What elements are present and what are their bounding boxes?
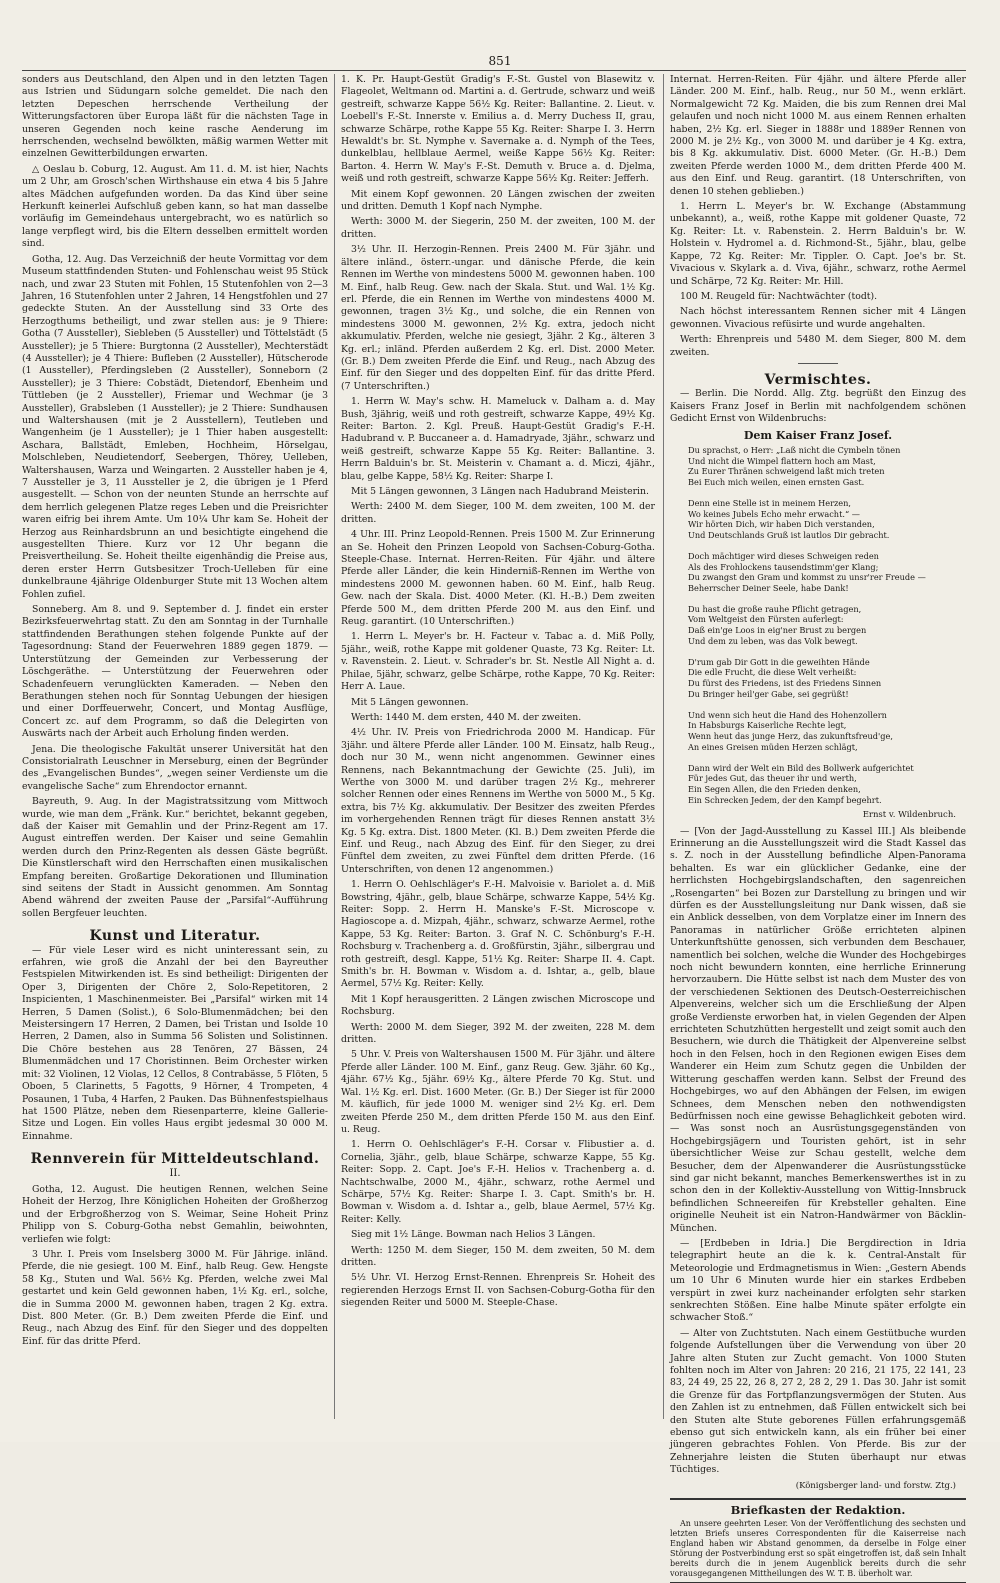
paragraph: Mit 1 Kopf herausgeritten. 2 Längen zwischen Microscope und Rochsburg. (341, 993, 655, 1018)
paragraph: Mit 5 Längen gewonnen. (351, 696, 469, 708)
column-divider (334, 74, 335, 1419)
paragraph: 1. Herrn O. Oehlschläger's F.-H. Corsar v. Flibustier a. d. Cornelia, 3jähr., gelb, blaue Schärpe, schwarze Kappe, 55 Kg. Reiter: Sopp. 2. Capt. Joe's F.-H. Helios v. Trachenberg a. d. Nachtschwalbe, 2000 M., 4jähr., schwarz, rothe Aermel und Schärpe, 57½ Kg. Reiter: Sharpe I. 3. Capt. Smith's br. H. Bowman v. Wisdom a. d. Ishtar a., gelb, blaue Aermel, 57½ Kg. Reiter: Kelly. (341, 1139, 655, 1225)
paragraph: Bayreuth, 9. Aug. In der Magistratssitzung vom Mittwoch wurde, wie man dem „Fränk. Kur.“ berichtet, bekannt gegeben, daß der Kaiser mit Gemahlin und der Prinz-Regent am 17. August eintreffen werden. Der Kaiser und seine Gemahlin werden durch den Prinz-Regenten als dessen Gäste begrüßt. Die Künstlerschaft wird den Herrschaften einen musikalischen Empfang bereiten. Großartige Dekorationen und Illumination sind seitens der Stadt in Aussicht genommen. Am Sonntag Abend während der zweiten Pause der „Parsifal“-Aufführung sollen Bergfeuer leuchten. (22, 796, 328, 919)
paragraph: Werth: 2000 M. dem Sieger, 392 M. der zweiten, 228 M. dem dritten. (341, 1021, 655, 1046)
paragraph: Mit 5 Längen gewonnen, 3 Längen nach Hadubrand Meisterin. (351, 486, 649, 497)
section-heading: Kunst und Literatur. (89, 928, 261, 945)
poem-line: Als des Frohlockens tausendstimm'ger Klang; (688, 561, 879, 572)
poem-line: Du Bringer heil'ger Gabe, sei gegrüßt! (688, 688, 849, 699)
poem (670, 445, 966, 805)
poem-line: Dann wird der Welt ein Bild des Bollwerk aufgerichtet (688, 762, 914, 773)
paragraph: sonders aus Deutschland, den Alpen und in den letzten Tagen aus Istrien und Südungarn solche gemeldet. Die nach den letzten Depeschen herrschende Vertheilung der Witterungsfactoren über Europa läßt für die nächsten Tage in unseren Gegenden noch keine rasche Aenderung im herrschenden, wechselnd bewölkten, mäßig warmen Wetter mit einzelnen Gewitterbildungen erwarten. (22, 74, 328, 160)
paragraph: 1. K. Pr. Haupt-Gestüt Gradig's F.-St. Gustel von Blasewitz v. Flageolet, Weltmann od. Martini a. d. Gertrude, schwarz und weiß gestreift, schwarze Kappe 56½ Kg. Reiter: Ballantine. 2. Lieut. v. Loebell's F.-St. Innerste v. Emilius a. d. Merry Duchess II, grau, schwarze Schärpe, rothe Kappe 55 Kg. Reiter: Sharpe I. 3. Herrn Hewaldt's br. St. Nymphe v. Savernake a. d. Nymph of the Tees, dunkelblau, hellblaue Aermel, weiße Kappe 56½ Kg. Reiter: Barton. 4. Herrn W. May's F.-St. Demuth v. Bruce a. d. Djelma, weiß und roth gestreift, schwarze Kappe 56½ Kg. Reiter: Jefferh. (341, 74, 655, 185)
poem-line: Du fürst des Friedens, ist des Friedens Sinnen (688, 678, 882, 689)
poem-line: Ein Segen Allen, die den Frieden denken, (688, 783, 861, 794)
poem-line: Bei Euch mich weilen, einen ernsten Gast. (688, 476, 865, 487)
paragraph: — Berlin. Die Nordd. Allg. Ztg. begrüßt den Einzug des Kaisers Franz Josef in Berlin mit nachfolgendem schönen Gedicht Ernst von Wildenbruchs: (670, 388, 966, 425)
paragraph: Sieg mit 1½ Länge. Bowman nach Helios 3 Längen. (351, 1229, 596, 1241)
paragraph: Werth: Ehrenpreis und 5480 M. dem Sieger, 800 M. dem zweiten. (670, 334, 966, 358)
paragraph: — [Erdbeben in Idria.] Die Bergdirection in Idria telegraphirt heute an die k. k. Central-Anstalt für Meteorologie und Erdmagnetismus in Wien: „Gestern Abends um 10 Uhr 6 Minuten wurde hier ein starkes Erdbeben verspürt in zwei kurz nacheinander erfolgten sehr starken senkrechten Stößen. Eine halbe Minute später erfolgte ein schwacher Stoß.“ (670, 1237, 966, 1324)
paragraph: Gotha, 12. Aug. Das Verzeichniß der heute Vormittag vor dem Museum stattfindenden Stuten- und Fohlenschau weist 95 Stück nach, und zwar 23 Stuten mit Fohlen, 15 Stutenfohlen von 2—3 Jahren, 16 Stutenfohlen unter 2 Jahren, 14 Hengstfohlen und 27 gedeckte Stuten. An der Ausstellung sind 33 Orte des Herzogthums betheiligt, und zwar stellen aus: je 9 Thiere: Gotha (7 Aussteller), Siebleben (5 Aussteller) und Töttelstädt (5 Aussteller); je 5 Thiere: Burgtonna (2 Aussteller), Mechterstädt (4 Aussteller); je 4 Thiere: Bufleben (2 Aussteller), Hütscherode (1 Aussteller), Pferdingsleben (2 Aussteller), Sonneborn (2 Aussteller); je 3 Thiere: Cobstädt, Dietendorf, Ebenheim und Tüttleben (je 2 Aussteller), Friemar und Wechmar (je 3 Aussteller), Grabsleben (1 Aussteller); je 2 Thiere: Sundhausen und Waltershausen (mit je 2 Ausstellern), Teutleben und Wangenheim (je 1 Aussteller); je 1 Thier haben ausgestellt: Aschara, Ballstädt, Emleben, Hochheim, Hörselgau, Molschleben, Neudietendorf, Seebergen, Thörey, Uelleben, Waltershausen, Warza und Weingarten. 2 Aussteller haben je 4, 7 Aussteller je 3, 11 Aussteller je 2, die übrigen je 1 Pferd ausgestellt. — Schon von der neunten Stunde an herrschte auf dem herrlich gelegenen Platze reges Leben und die Preisrichter waren eifrig bei ihrem Amte. Um 10¼ Uhr kam Se. Hoheit der Herzog aus Reinhardsbrunn an und besichtigte eingehend die ausgestellten Thiere. Kurz vor 12 Uhr begann die Preisvertheilung. Se. Hoheit theilte eigenhändig die Preise aus, deren erster Herrn Gutsbesitzer Troch-Uelleben für eine dunkelbraune 4jährige Oldenburger Stute mit 13 Wochen altem Fohlen zufiel. (22, 253, 328, 600)
section-subheading: II. (169, 1167, 181, 1179)
section-heading: Rennverein für Mitteldeutschland. (30, 1151, 320, 1168)
poem-line: Doch mächtiger wird dieses Schweigen reden (688, 550, 879, 561)
poem-line: Wir hörten Dich, wir haben Dich verstanden, (688, 519, 875, 530)
poem-line: Vom Weltgeist den Fürsten auferlegt: (688, 614, 844, 625)
poem-line: Du zwangst den Gram und kommst zu unsr'rer Freude — (688, 572, 926, 583)
column-divider (663, 74, 664, 1419)
paragraph: Werth: 1440 M. dem ersten, 440 M. der zweiten. (351, 711, 582, 723)
paragraph: Internat. Herren-Reiten. Für 4jähr. und ältere Pferde aller Länder. 200 M. Einf., halb. Reug., nur 50 M., wenn erklärt. Normalgewicht 72 Kg. Maiden, die bis zum Rennen drei Mal gelaufen und noch nicht 1000 M. aus einem Rennen erhalten haben, 2½ Kg. erl. Sieger in 1888r und 1889er Rennen von 2000 M. je 2½ Kg., von 3000 M. und darüber je 4 Kg. extra, bis 8 Kg. akkumulativ. Dist. 6000 Meter. (Gr. H.-B.) Dem zweiten Pferde werden 1000 M., dem dritten Pferde 400 M. aus den Einf. und Reug. garantirt. (18 Unterschriften, von denen 10 stehen geblieben.) (670, 74, 966, 197)
poem-line (688, 540, 966, 551)
mailbox-section (670, 1498, 966, 1582)
paragraph: Werth: 2400 M. dem Sieger, 100 M. dem zweiten, 100 M. der dritten. (341, 501, 655, 525)
poem-line: Und dem zu leben, was das Volk bewegt. (688, 635, 858, 646)
paragraph: △ Oeslau b. Coburg, 12. August. Am 11. d. M. ist hier, Nachts um 2 Uhr, am Grosch'schen Wirthshause ein etwa 4 bis 5 Jahre altes Mädchen aufgefunden worden. Da das Kind über seine Herkunft keinerlei Aufschluß geben kann, so hat man dasselbe vorläufig im Gemeindehaus untergebracht, wo es natürlich so lange verpflegt wird, bis die Eltern desselben ermittelt worden sind. (22, 163, 328, 250)
paragraph: Nach höchst interessantem Rennen sicher mit 4 Längen gewonnen. Vivacious refüsirte und wurde angehalten. (670, 306, 966, 330)
poem-line: D'rum gab Dir Gott in die geweihten Hände (688, 656, 870, 667)
paragraph: Werth: 1250 M. dem Sieger, 150 M. dem zweiten, 50 M. dem dritten. (341, 1244, 655, 1268)
poem-line (688, 646, 966, 657)
poem-line (688, 699, 966, 710)
poem-line: Für jedes Gut, das theuer ihr und werth, (688, 773, 857, 784)
poem-line (688, 487, 966, 498)
page-number: 851 (488, 54, 512, 68)
poem-title: Dem Kaiser Franz Josef. (743, 428, 893, 442)
column-2 (341, 74, 655, 1422)
poem-line: Denn eine Stelle ist in meinem Herzen, (688, 497, 852, 508)
paragraph: 100 M. Reugeld für: Nachtwächter (todt). (680, 290, 878, 302)
poem-line (688, 752, 966, 763)
poem-line: Und wenn sich heut die Hand des Hohenzollern (688, 709, 887, 720)
mailbox-title: Briefkasten der Redaktion. (730, 1503, 906, 1518)
section-heading: Vermischtes. (764, 371, 872, 388)
poem-line: Und nicht die Wimpel flattern hoch am Mast, (688, 455, 876, 466)
paragraph: 1. Herrn W. May's schw. H. Mameluck v. Dalham a. d. May Bush, 3jährig, weiß und roth gestreift, schwarze Kappe, 49½ Kg. Reiter: Barton. 2. Kgl. Preuß. Haupt-Gestüt Gradig's F.-H. Hadubrand v. P. Buccaneer a. d. Hamadryade, 3jähr., schwarz und weiß gestreift, schwarze Kappe 55 Kg. Reiter: Ballantine. 3. Herrn Balduin's br. St. Meisterin v. Chamant a. d. Miczi, 4jähr., blau, gelbe Kappe, 58½ Kg. Reiter: Sharpe I. (341, 396, 655, 482)
paragraph: — Für viele Leser wird es nicht uninteressant sein, zu erfahren, wie groß die Anzahl der bei den Bayreuther Festspielen Mitwirkenden ist. Es sind betheiligt: Dirigenten der Oper 3, Dirigenten der Chöre 2, Solo-Repetitoren, 2 Inspicienten, 1 Maschinenmeister. Bei „Parsifal“ wirken mit 14 Herren, 5 Damen (Solist.), 6 Solo-Blumenmädchen; bei den Meistersingern 17 Herren, 2 Damen, bei Tristan und Isolde 10 Herren, 2 Damen, also in Summa 56 Solisten und Solistinnen. Die Chöre bestehen aus 28 Tenören, 27 Bässen, 24 Blumenmädchen und 17 Choristinnen. Beim Orchester wirken mit: 32 Violinen, 12 Violas, 12 Cellos, 8 Contrabässe, 5 Flöten, 5 Oboen, 5 Clarinetts, 5 Fagotts, 9 Hörner, 4 Trompeten, 4 Posaunen, 1 Tuba, 4 Harfen, 2 Pauken. Das Bühnenfestspielhaus hat 1500 Plätze, neben dem Riesenparterre, kleine Gallerie-Sitze und Logen. Ein volles Haus ergibt jedesmal 30 000 M. Einnahme. (22, 944, 328, 1142)
divider (798, 363, 838, 364)
paragraph: Jena. Die theologische Fakultät unserer Universität hat den Consistorialrath Leuschner in Merseburg, einen der Begründer des „Evangelischen Bundes“, „wegen seiner Verdienste um die evangelische Sache“ zum Ehrendoctor ernannt. (22, 743, 328, 792)
poem-line: Du hast die große rauhe Pflicht getragen, (688, 603, 862, 614)
header-rule (22, 70, 966, 71)
column-3 (670, 74, 966, 1578)
paragraph: 3½ Uhr. II. Herzogin-Rennen. Preis 2400 M. Für 3jähr. und ältere inländ., österr.-ungar. und dänische Pferde, die kein Rennen im Werthe von mindestens 5000 M. gewonnen haben. 100 M. Einf., halb Reug. Gew. nach der Skala. Stut. und Wal. 1½ Kg. erl. Pferde, die ein Rennen im Werthe von mindestens 4000 M. gewonnen, tragen 3½ Kg., und solche, die ein Rennen von mindestens 3000 M. gewonnen, 2½ Kg. extra, jedoch nicht akkumulativ. Pferden, welche nie gesiegt, 3jähr. 2 Kg., älteren 3 Kg. erl.; inländ. Pferden außerdem 2 Kg. erl. Dist. 2000 Meter. (Gr. B.) Dem zweiten Pferde die Einf. und Reug., nach Abzug des Einf. für den Sieger und des doppelten Einf. für das dritte Pferd. (7 Unterschriften.) (341, 244, 655, 392)
paragraph: — [Von der Jagd-Ausstellung zu Kassel III.] Als bleibende Erinnerung an die Ausstellungszeit wird die Stadt Kassel das s. Z. noch in der Ausstellung befindliche Alpen-Panorama behalten. Es war ein glücklicher Gedanke, eine der herrlichsten Hochgebirgslandschaften, den sagenreichen „Rosengarten“ bei Bozen zur Darstellung zu bringen und wir dürfen es der Ausstellungsleitung nur Dank wissen, daß sie ein Anblick desselben, von dem Vorplatze einer im Innern des Panoramas in natürlicher Größe errichteten alpinen Unterkunftshütte genossen, sich verbunden dem Beschauer, namentlich bei solchen, welche die Wunder des Hochgebirges noch nicht bewundern konnten, eine herrliche Erinnerung hervorzaubern. Die Hütte selbst ist nach dem Muster des von der verschiedenen Sektionen des Deutsch-Oesterreichischen Alpenvereins, welcher sich um die Erschließung der Alpen große Verdienste erworben hat, in vielen Gegenden der Alpen errichteten Schutzhütten hergestellt und zeigt somit auch den Besuchern, wie durch die Thätigkeit der Alpenvereine selbst hoch in den Felsen, hoch in den Regionen ewigen Eises dem Wanderer ein Heim zum Schutz gegen die Unbilden der Witterung geschaffen werden kann. Selbst der Freund des Hochgebirges, wo auf den Abhängen der Felsen, im ewigen Schnees, dem Menschen neben den nothwendigsten Bedürfnissen noch eine gewisse Behaglichkeit geboten wird. — Was sonst noch an Ausrüstungsgegenständen von Hochgebirgsjägern und Touristen gehört, ist in sehr übersichtlicher Weise zur Schau gestellt, welche dem Besucher, dem der Alpenwanderer die Ausrüstungsstücke sind gar nicht bekannt, manches Bemerkenswerthes ist in zu schon den in der Kollektiv-Ausstellung von Wittig-Innsbruck befindlichen Schneereifen für Krebsteller gehalten. Eine originelle Neuheit ist ein Natron-Handwärmer von Bäcklin-München. (670, 825, 966, 1234)
poem-line: Daß ein'ge Loos in eig'ner Brust zu bergen (688, 625, 867, 636)
poem-line: Zu Eurer Thränen schweigend laßt mich treten (688, 466, 885, 477)
paragraph: 5½ Uhr. VI. Herzog Ernst-Rennen. Ehrenpreis Sr. Hoheit des regierenden Herzogs Ernst II. von Sachsen-Coburg-Gotha für den siegenden Reiter und 5000 M. Steeple-Chase. (341, 1272, 655, 1309)
poem-line: Wenn heut das junge Herz, das zukunftsfreud'ge, (688, 731, 893, 741)
paragraph: 1. Herrn L. Meyer's br. W. Exchange (Abstammung unbekannt), a., weiß, rothe Kappe mit goldener Quaste, 72 Kg. Reiter: Lt. v. Rabenstein. 2. Herrn Balduin's br. W. Holstein v. Hydromel a. d. Richmond-St., 5jähr., blau, gelbe Kappe, 72 Kg. Reiter: Mr. Tippler. O. Capt. Joe's br. St. Vivacious v. Skylark a. d. Viva, 6jähr., schwarz, rothe Aermel und Schärpe, 72 Kg. Reiter: Mr. Hill. (670, 201, 966, 287)
source-citation: (Königsberger land- und forstw. Ztg.) (795, 1480, 956, 1491)
paragraph: 1. Herrn O. Oehlschläger's F.-H. Malvoisie v. Bariolet a. d. Miß Bowstring, 4jähr., gelb, blaue Schärpe, schwarze Kappe, 54½ Kg. Reiter: Sopp. 2. Herrn H. Manske's F.-St. Microscope v. Hagioscope a. d. Mizpah, 4jähr., schwarz, schwarze Aermel, rothe Kappe, 53 Kg. Reiter: Barton. 3. Graf N. C. Schönburg's F.-H. Rochsburg v. Trachenberg a. d. Großfürstin, 3jähr., silbergrau und roth gestreift, desgl. Kappe, 51½ Kg. Reiter: Sharpe II. 4. Capt. Smith's br. H. Bowman v. Wisdom a. d. Ishtar, a., gelb, blaue Aermel, 57½ Kg. Reiter: Kelly. (341, 879, 655, 990)
paragraph: 5 Uhr. V. Preis von Waltershausen 1500 M. Für 3jähr. und ältere Pferde aller Länder. 100 M. Einf., ganz Reug. Gew. 3jähr. 60 Kg., 4jähr. 67½ Kg., 5jähr. 69½ Kg., ältere Pferde 70 Kg. Stut. und Wal. 1½ Kg. erl. Dist. 1600 Meter. (Gr. B.) Der Sieger ist für 2000 M. käuflich, für jede 1000 M. weniger sind 2½ Kg. erl. Dem zweiten Pferde 250 M., dem dritten Pferde 150 M. aus den Einf. u. Reug. (341, 1049, 655, 1135)
poem-line: Und Deutschlands Gruß ist lautlos Dir gebracht. (688, 529, 890, 540)
paragraph: Sonneberg. Am 8. und 9. September d. J. findet ein erster Bezirksfeuerwehrtag statt. Zu den am Sonntag in der Turnhalle stattfindenden Berathungen stehen folgende Punkte auf der Tagesordnung: Stand der Feuerwehren 1889 gegen 1879. — Unterstützung der Gemeinden zur Verbesserung der Löschgeräthe. — Unterstützung der Feuerwehren oder Schadenfeuern verunglückten Kameraden. — Neben den Berathungen stehen noch für Sonntag Uebungen der hiesigen und einer Dorffeuerwehr, Concert, und Montag Ausflüge, Concert zc. auf dem Programm, so daß die Delegirten von Auswärts nach der Arbeit auch Erholung finden werden. (22, 604, 328, 740)
paragraph: Werth: 3000 M. der Siegerin, 250 M. der zweiten, 100 M. der dritten. (341, 216, 655, 240)
column-1 (22, 74, 328, 1422)
poem-signature: Ernst v. Wildenbruch. (862, 810, 956, 821)
poem-line: In Habsburgs Kaiserliche Rechte legt, (688, 720, 847, 731)
paragraph: Gotha, 12. August. Die heutigen Rennen, welchen Seine Hoheit der Herzog, Ihre Königlichen Hoheiten der Großherzog und der Erbgroßherzog von S. Weimar, Seine Hoheit Prinz Philipp von S. Coburg-Gotha nebst Gemahlin, beiwohnten, verliefen wie folgt: (22, 1183, 328, 1245)
paragraph: 4 Uhr. III. Prinz Leopold-Rennen. Preis 1500 M. Zur Erinnerung an Se. Hoheit den Prinzen Leopold von Sachsen-Coburg-Gotha. Steeple-Chase. Internat. Herren-Reiten. Für 4jähr. und ältere Pferde aller Länder, die kein Hinderniß-Rennen im Werthe von mindestens 2000 M. gewonnen haben. 60 M. Einf., halb Reug. Gew. nach der Skala. Dist. 4000 Meter. (Kl. H.-B.) Dem zweiten Pferde 500 M., dem dritten Pferde 200 M. aus den Einf. und Reug. garantirt. (10 Unterschriften.) (341, 529, 655, 628)
paragraph: 4½ Uhr. IV. Preis von Friedrichroda 2000 M. Handicap. Für 3jähr. und ältere Pferde aller Länder. 100 M. Einsatz, halb Reug., doch nur 30 M., wenn nicht angenommen. Gewinner eines Rennens, nach Bekanntmachung der Gewichte (25. Juli), im Werthe von 3000 M. und darüber tragen 2½ Kg., mehrerer solcher Rennen oder eines Rennens im Werthe von 5000 M., 5 Kg. extra, bis 7½ Kg. akkumulativ. Der Besitzer des zweiten Pferdes im vorhergehenden Rennen trägt für dieses Rennen anstatt 3½ Kg. 5 Kg. extra. Dist. 1800 Meter. (Kl. B.) Dem zweiten Pferde die Einf. und Reug., nach Abzug des Einf. für den Sieger, zu drei Fünftel dem zweiten, zu zwei Fünftel dem dritten Pferde. (16 Unterschriften, von denen 12 angenommen.) (341, 727, 655, 875)
paragraph: 1. Herrn L. Meyer's br. H. Facteur v. Tabac a. d. Miß Polly, 5jähr., weiß, rothe Kappe mit goldener Quaste, 73 Kg. Reiter: Lt. v. Ravenstein. 2. Lieut. v. Schrader's br. St. Nestle All Night a. d. Philae, 5jähr, schwarz, gelbe Schärpe, rothe Kappe, 70 Kg. Reiter: Herr A. Laue. (341, 631, 655, 693)
poem-line: Ein Schrecken Jedem, der den Kampf begehrt. (688, 794, 882, 805)
poem-line: Wo keines Jubels Echo mehr erwacht.“ — (688, 508, 860, 519)
poem-line: Die edle Frucht, die diese Welt verheißt: (688, 667, 857, 678)
poem-line: An eines Greisen müden Herzen schlägt, (688, 741, 858, 752)
mailbox-text: An unsere geehrten Leser. Von der Veröffentlichung des sechsten und letzten Briefs unseres Correspondenten für die Kaiserreise nach England haben wir Abstand genommen, da derselbe in Folge einer Störung der Postverbindung erst so spät eingetroffen ist, daß sein Inhalt bereits durch die in jenem Augenblick bereits durch die sehr vorausgegangenen Mittheilungen des W. T. B. überholt war. (670, 1518, 966, 1578)
poem-line: Beherrscher Deiner Seele, habe Dank! (688, 582, 849, 593)
poem-line (688, 593, 966, 604)
paragraph: Mit einem Kopf gewonnen. 20 Längen zwischen der zweiten und dritten. Demuth 1 Kopf nach Nymphe. (341, 188, 655, 213)
poem-line: Du sprachst, o Herr: „Laß nicht die Cymbeln tönen (688, 444, 901, 455)
paragraph: 3 Uhr. I. Preis vom Inselsberg 3000 M. Für Jährige. inländ. Pferde, die nie gesiegt. 100 M. Einf., halb Reug. Gew. Hengste 58 Kg., Stuten und Wal. 56½ Kg. Pferden, welche zwei Mal gestartet und kein Geld gewonnen haben, 1½ Kg. erl., solche, die in Summa 2000 M. gewonnen haben, tragen 2 Kg. extra. Dist. 800 Meter. (Gr. B.) Dem zweiten Pferde die Einf. und Reug., nach Abzug des Einf. für den Sieger und des doppelten Einf. für das dritte Pferd. (22, 1248, 328, 1347)
paragraph: — Alter von Zuchtstuten. Nach einem Gestütbuche wurden folgende Aufstellungen über die Verwendung von über 20 Jahre alten Stuten zur Zucht gemacht. Von 1000 Stuten fohlten noch im Alter von Jahren: 20 216, 21 175, 22 141, 23 83, 24 49, 25 22, 26 8, 27 2, 28 2, 29 1. Das 30. Jahr ist somit die Grenze für das Fortpflanzungsvermögen der Stuten. Aus den Zahlen ist zu entnehmen, daß Füllen entwickelt sich bei den Stuten alte Stute geborenes Füllen erfahrungsgemäß ebenso gut sich entwickeln kann, als ein früher bei einer jüngeren gebrachtes Fohlen. Von Pferde. Bis zur der Zehnerjahre leisten die Stuten überhaupt nur etwas Tüchtiges. (670, 1327, 966, 1476)
